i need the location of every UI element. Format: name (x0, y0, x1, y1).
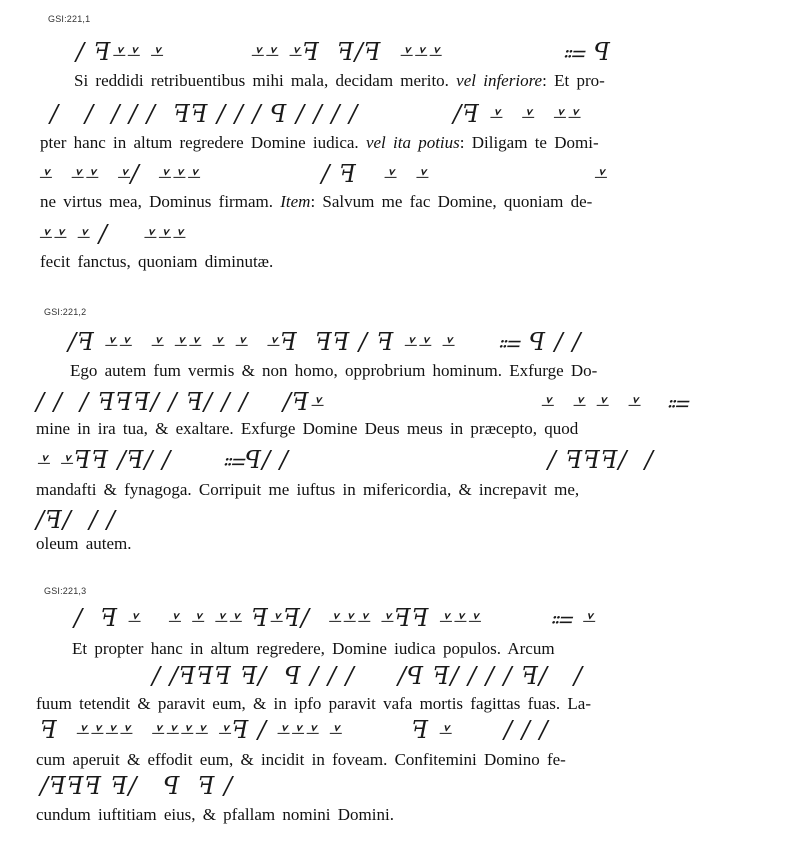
chant-text: oleum autem. (36, 534, 132, 553)
neume-notation: ⩡⩡ ⩡ / ⩡⩡⩡ (38, 220, 187, 248)
text-line (74, 72, 605, 89)
text-line (36, 695, 591, 712)
text-line (40, 193, 592, 210)
neume-notation: ꟻ ⩡⩡⩡⩡ ⩡⩡⩡⩡ ⩡ꟻ / ⩡⩡⩡ ⩡ ꟻ ⩡ / / / (40, 716, 549, 744)
text-line (72, 640, 555, 657)
chant-text: mandafti & fynagoga. Corripuit me iuftus in mifericordia, & increpavit me, (36, 480, 580, 499)
reference-label: GSI:221,3 (44, 586, 87, 596)
neume-notation: / / / / / ꟻꟻ / / / ꟼ / / / / /ꟻ ⩡ ⩡ ⩡⩡ (50, 100, 582, 128)
text-line (40, 253, 273, 270)
text-line (36, 420, 578, 437)
reference-label: GSI:221,2 (44, 307, 87, 317)
chant-text: Si reddidi retribuentibus mihi mala, decidam merito. (74, 71, 457, 90)
neume-notation: ⩡ ⩡⩡ ⩡/ ⩡⩡⩡ / ꟻ ⩡ ⩡ ⩡ (38, 160, 608, 188)
chant-text: pter hanc in altum regredere Domine iudica. (40, 133, 366, 152)
chant-text: : Diligam te Domi- (459, 133, 599, 152)
rubric-text: Item (280, 192, 311, 211)
neume-notation: ⩡ ⩡ꟻꟻ /ꟻ/ / ⩴ꟼ/ / / ꟻꟻꟻ/ / (36, 446, 654, 474)
chant-text: Ego autem fum vermis & non homo, opprobrium hominum. Exfurge Do- (70, 361, 598, 380)
chant-text: mine in ira tua, & exaltare. Exfurge Domine Deus meus in præcepto, quod (36, 419, 579, 438)
chant-text: cum aperuit & effodit eum, & incidit in foveam. Confitemini Domino fe- (36, 750, 566, 769)
text-line (40, 134, 599, 151)
chant-text: ne virtus mea, Dominus firmam. (40, 192, 281, 211)
neume-notation: /ꟻ ⩡⩡ ⩡ ⩡⩡ ⩡ ⩡ ⩡ꟻ ꟻꟻ / ꟻ ⩡⩡ ⩡ ⩴ ꟼ / / (68, 328, 582, 356)
text-line (36, 481, 579, 498)
neume-notation: /ꟻꟻꟻ ꟻ/ ꟼ ꟻ / (40, 772, 234, 800)
neume-notation: / ꟻ ⩡ ⩡ ⩡ ⩡⩡ ꟻ⩡ꟻ/ ⩡⩡⩡ ⩡ꟻꟻ ⩡⩡⩡ ⩴ ⩡ (74, 604, 596, 632)
rubric-text: vel ita potius (365, 133, 460, 152)
text-line (36, 806, 394, 823)
neume-notation: / / / ꟻꟻꟻ/ / ꟻ/ / / /ꟻ⩡ ⩡ ⩡ ⩡ ⩡ ⩴ (36, 388, 689, 416)
text-line (70, 362, 597, 379)
neume-notation: /ꟻ/ / / (36, 506, 116, 534)
neume-notation: / ꟻ⩡⩡ ⩡ ⩡⩡ ⩡ꟻ ꟻ/ꟻ ⩡⩡⩡ ⩴ ꟼ (76, 38, 611, 66)
rubric-text: vel inferiore (456, 71, 543, 90)
chant-text: : Salvum me fac Domine, quoniam de- (310, 192, 593, 211)
reference-label: GSI:221,1 (48, 14, 91, 24)
text-line (36, 535, 132, 552)
chant-text: fecit fanctus, quoniam diminutæ. (40, 252, 274, 271)
chant-text: Et propter hanc in altum regredere, Domine iudica populos. Arcum (72, 639, 555, 658)
chant-text: cundum iuftitiam eius, & pfallam nomini Domini. (36, 805, 394, 824)
neume-notation: / /ꟻꟻꟻ ꟻ/ ꟼ / / / /ꟼ ꟻ/ / / / ꟻ/ / (152, 662, 583, 690)
chant-text: fuum tetendit & paravit eum, & in ipfo paravit vafa mortis fagittas fuas. La- (36, 694, 591, 713)
text-line (36, 751, 566, 768)
chant-text: : Et pro- (542, 71, 605, 90)
